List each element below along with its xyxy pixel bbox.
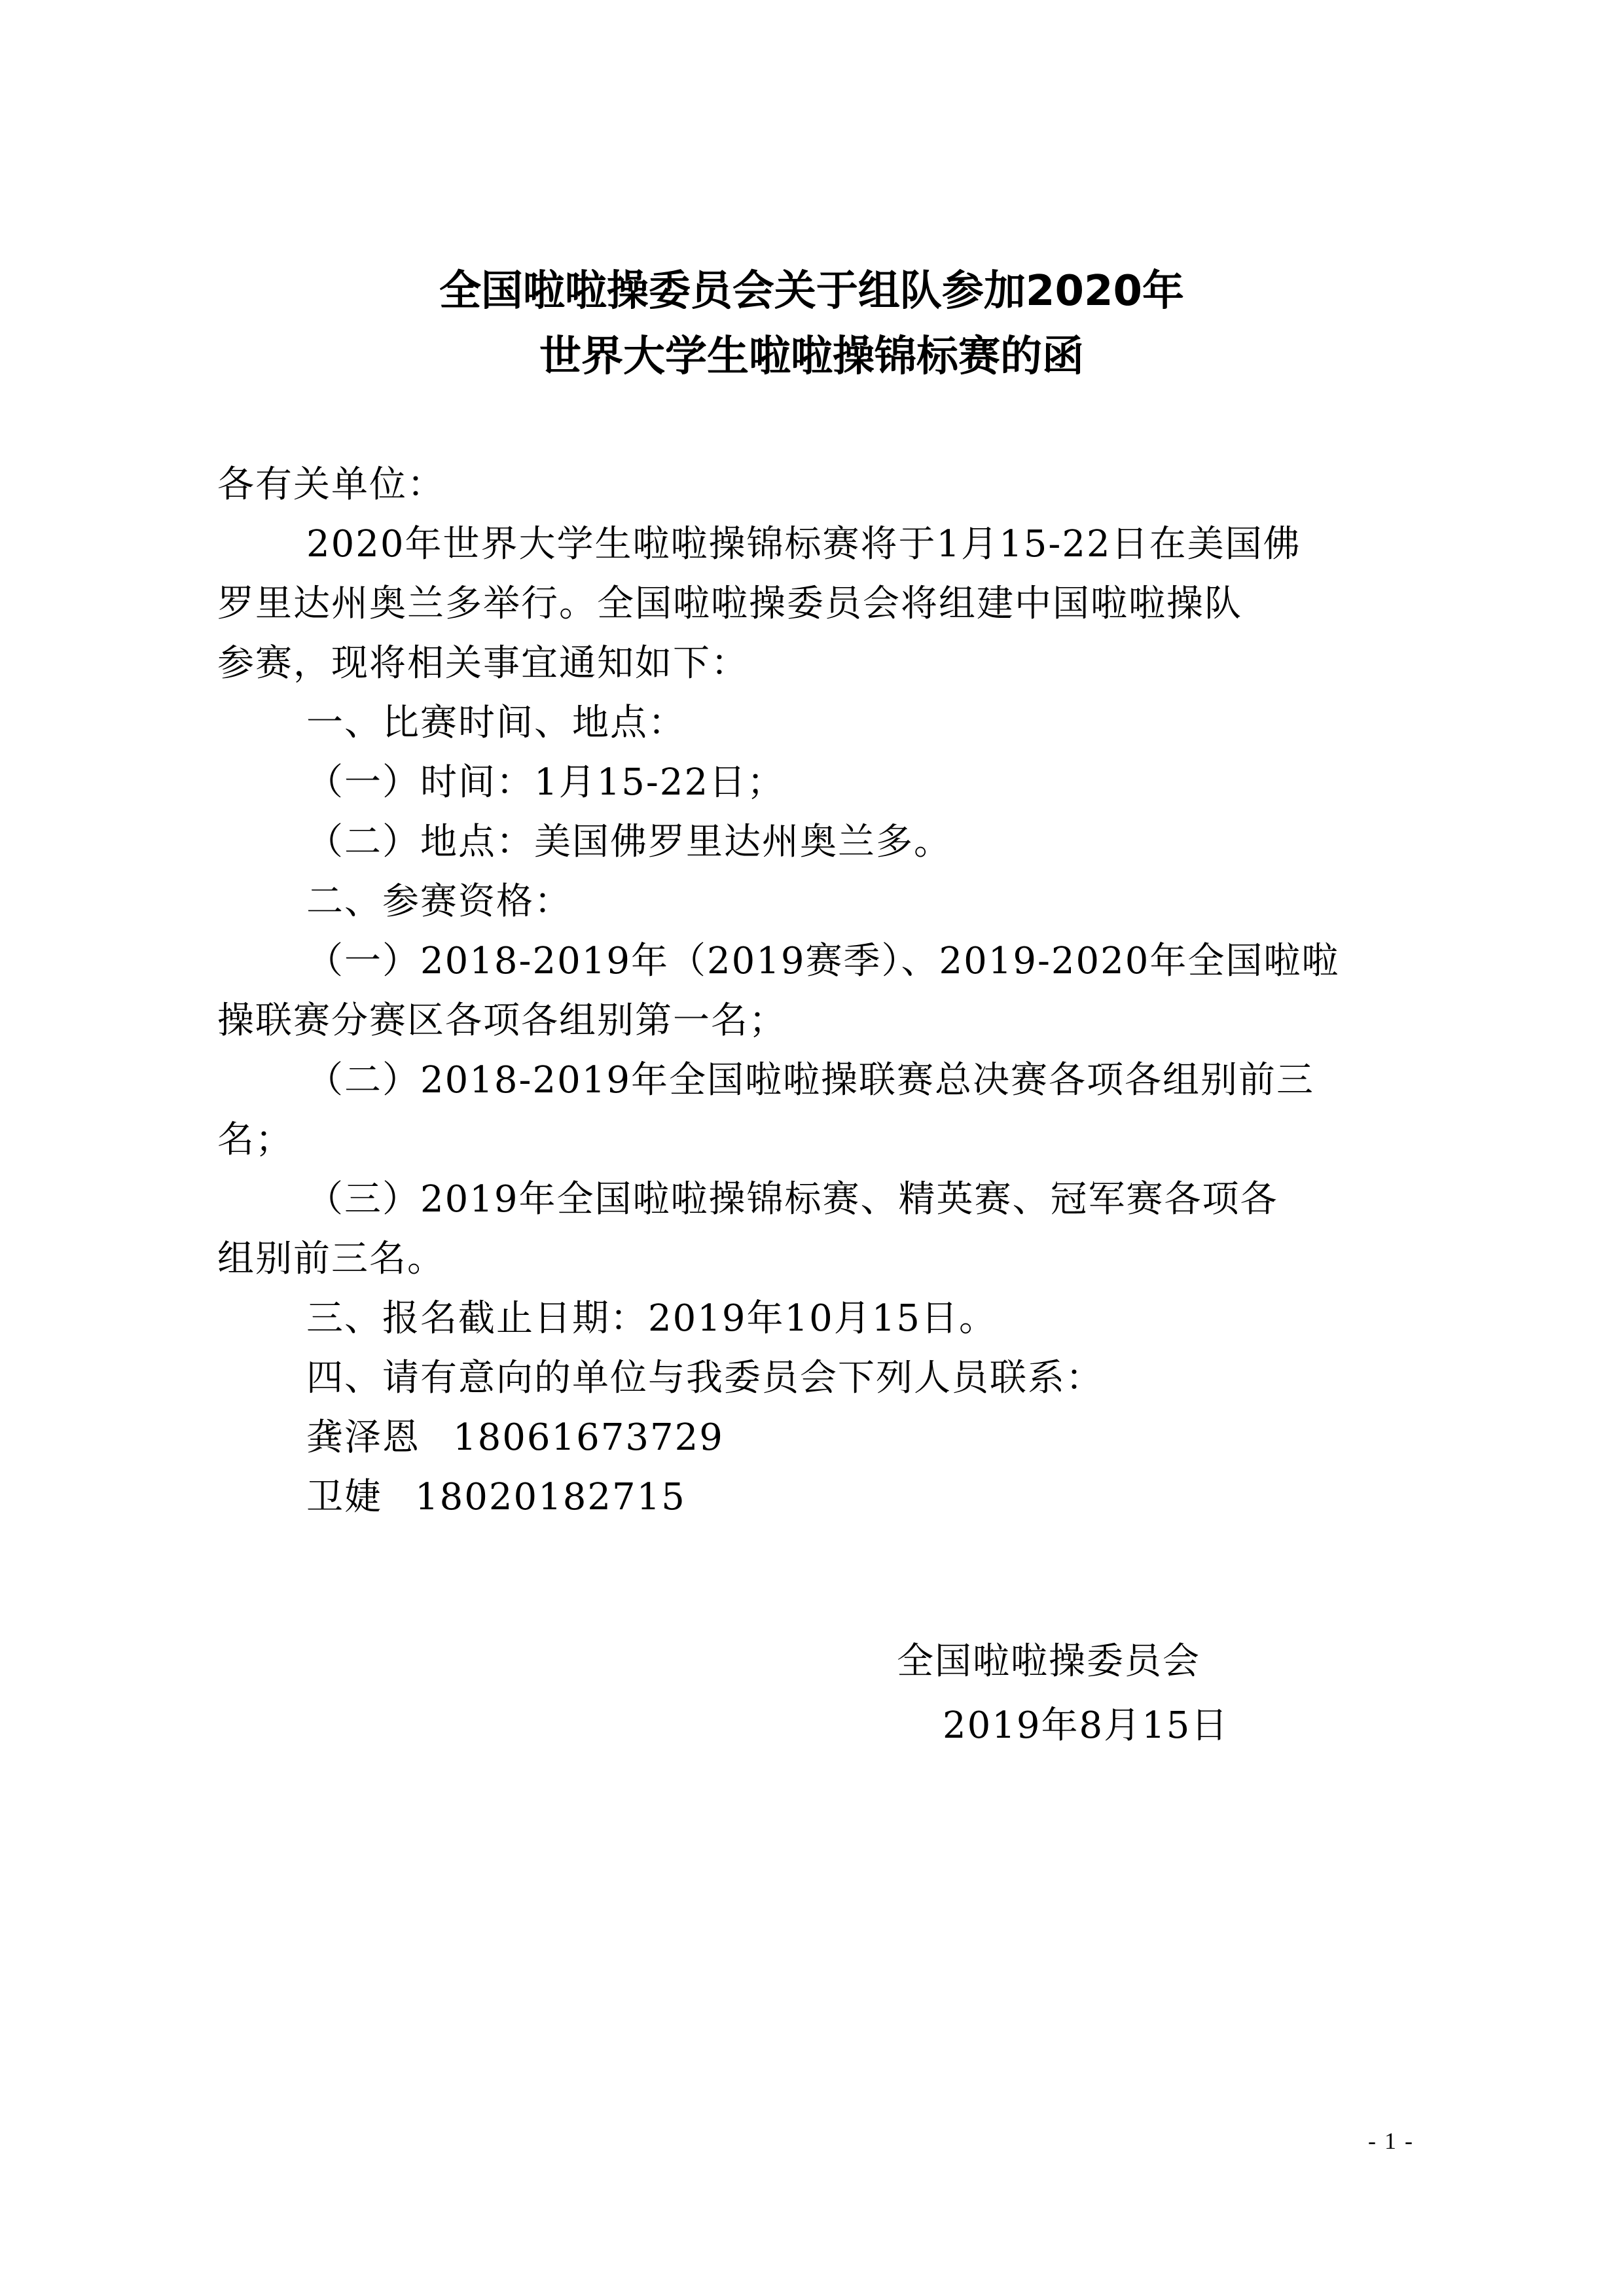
section-1-item-2: （二）地点：美国佛罗里达州奥兰多。 [306, 821, 952, 863]
document-body [217, 455, 1409, 1527]
section-2-item-2-line-1: （二）2018-2019年全国啦啦操联赛总决赛各项各组别前三 [306, 1059, 1314, 1102]
title-line-1: 全国啦啦操委员会关于组队参加2020年 [439, 267, 1185, 315]
section-1-item-1: （一）时间：1月15-22日； [306, 761, 785, 804]
contact-name: 龚泽恩 [306, 1416, 420, 1459]
salutation: 各有关单位： [217, 463, 445, 506]
page-number: - 1 - [1368, 2128, 1414, 2154]
contact-row [217, 1467, 1409, 1527]
intro-line-3: 参赛，现将相关事宜通知如下： [217, 642, 749, 685]
section-1-heading: 一、比赛时间、地点： [306, 702, 686, 744]
title-line-2: 世界大学生啦啦操锦标赛的函 [539, 332, 1084, 381]
section-2-item-2-line-2: 名； [217, 1119, 293, 1161]
contact-name: 卫婕 [306, 1476, 382, 1518]
signature-block [897, 1630, 1229, 1758]
intro-line-1: 2020年世界大学生啦啦操锦标赛将于1月15-22日在美国佛 [306, 523, 1301, 565]
section-2-item-1-line-1: （一）2018-2019年（2019赛季）、2019-2020年全国啦啦 [306, 940, 1340, 982]
section-3-heading: 三、报名截止日期：2019年10月15日。 [306, 1297, 998, 1340]
section-2-item-3-line-2: 组别前三名。 [217, 1238, 445, 1280]
document-title [196, 259, 1427, 389]
section-2-item-1-line-2: 操联赛分赛区各项各组别第一名； [217, 999, 787, 1042]
intro-line-2: 罗里达州奥兰多举行。全国啦啦操委员会将组建中国啦啦操队 [217, 583, 1242, 625]
signature-organization: 全国啦啦操委员会 [897, 1640, 1200, 1683]
contact-row [217, 1408, 1409, 1467]
section-2-item-3-line-1: （三）2019年全国啦啦操锦标赛、精英赛、冠军赛各项各 [306, 1178, 1278, 1221]
signature-date: 2019年8月15日 [943, 1704, 1229, 1747]
section-2-heading: 二、参赛资格： [306, 880, 572, 923]
contact-phone: 18061673729 [453, 1416, 724, 1459]
section-4-heading: 四、请有意向的单位与我委员会下列人员联系： [306, 1357, 1104, 1399]
contact-phone: 18020182715 [415, 1476, 686, 1518]
